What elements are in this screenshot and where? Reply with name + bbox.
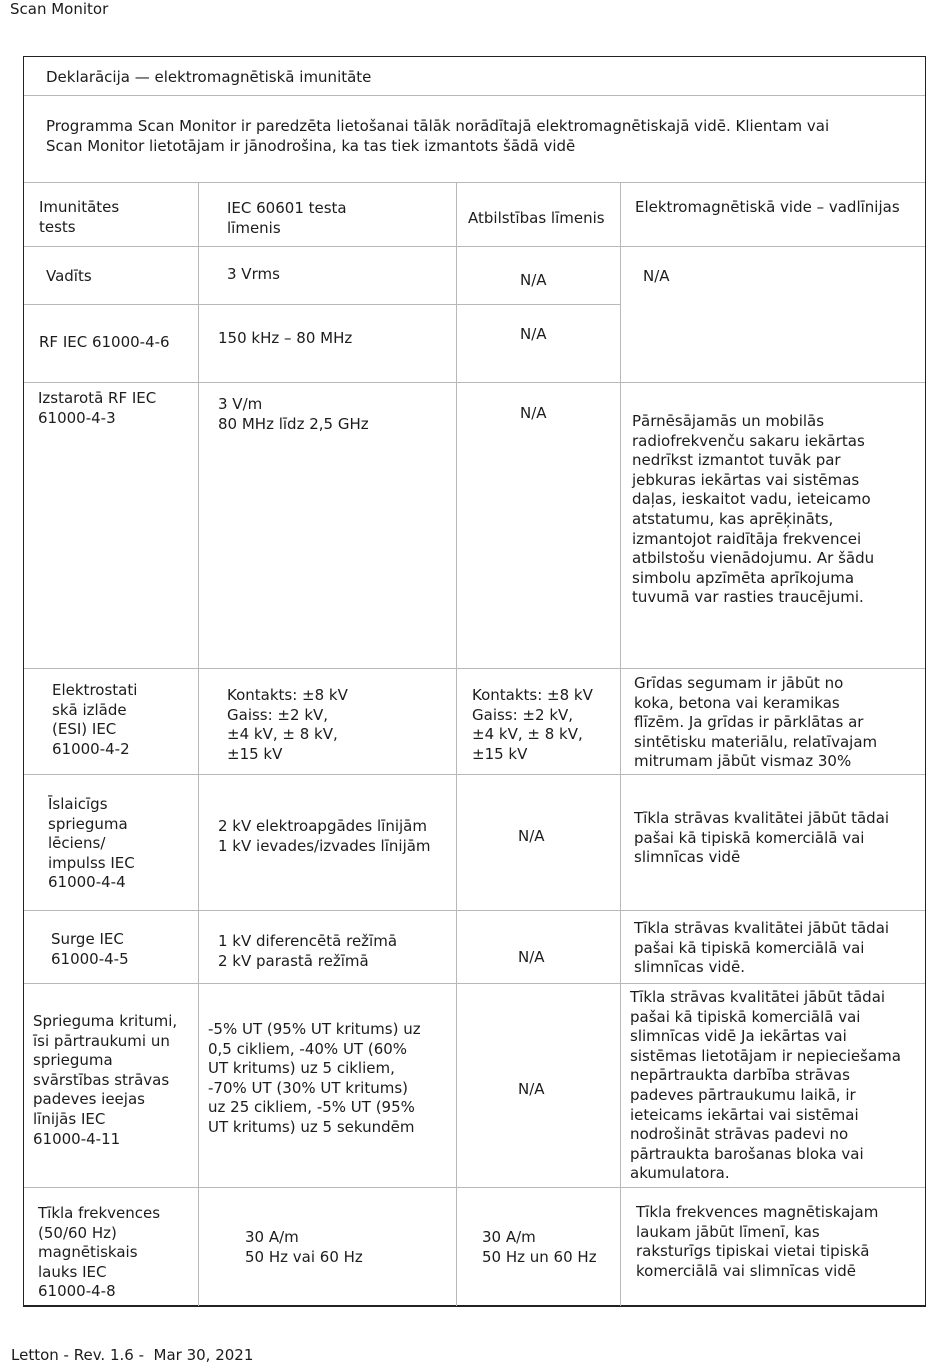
power-freq-test: Tīkla frekvences (50/60 Hz) magnētiskais lauks IEC 61000-4-8 [38, 1204, 161, 1301]
radiated-compliance: N/A [520, 404, 547, 422]
surge-compliance: N/A [518, 948, 545, 966]
column-divider-2 [456, 182, 457, 1306]
esd-compliance: Kontakts: ±8 kV Gaiss: ±2 kV, ±4 kV, ± 8 kV, ±15 kV [472, 686, 593, 763]
header-compliance-level: Atbilstības līmenis [468, 209, 605, 227]
intro-divider [24, 182, 925, 183]
header-immunity-test: Imunitātes tests [39, 198, 120, 236]
burst-compliance: N/A [518, 827, 545, 845]
header-guidance: Elektromagnētiskā vide – vadlīnijas [635, 198, 900, 216]
conducted-level: 3 Vrms [227, 265, 280, 283]
esd-test: Elektrostati skā izlāde (ESI) IEC 61000-4-2 [52, 681, 138, 758]
power-freq-compliance: 30 A/m 50 Hz un 60 Hz [482, 1228, 597, 1266]
esd-guidance: Grīdas segumam ir jābūt no koka, betona vai keramikas flīzēm. Ja grīdas ir pārklātas ar sintētisku materiālu, relatīvajam mitrumam jābūt vismaz 30% [634, 674, 878, 771]
dips-level: -5% UT (95% UT kritums) uz 0,5 cikliem, -40% UT (60% UT kritums) uz 5 cikliem, -70% UT (30% UT kritums) uz 25 cikliem, -5% UT (95% UT kritums) uz 5 sekundēm [208, 1020, 421, 1136]
conducted-rf-level: 150 kHz – 80 MHz [218, 329, 353, 347]
column-divider-3 [620, 182, 621, 1306]
conducted-compliance: N/A [520, 271, 547, 289]
conducted-guidance: N/A [643, 267, 670, 285]
dips-row-divider [24, 983, 925, 984]
header-iec-test-level: IEC 60601 testa līmenis [227, 199, 347, 237]
conducted-rf-compliance: N/A [520, 325, 547, 343]
app-title: Scan Monitor [10, 0, 109, 18]
power-freq-guidance: Tīkla frekvences magnētiskajam laukam jābūt līmenī, kas raksturīgs tipiskai vietai tipiskā komerciālā vai slimnīcas vidē [636, 1203, 879, 1280]
radiated-row-divider [24, 382, 925, 383]
dips-test: Sprieguma kritumi, īsi pārtraukumi un sprieguma svārstības strāvas padeves ieejas līnijās IEC 61000-4-11 [33, 1012, 178, 1148]
burst-guidance: Tīkla strāvas kvalitātei jābūt tādai pašai kā tipiskā komerciālā vai slimnīcas vidē [634, 809, 890, 867]
esd-level: Kontakts: ±8 kV Gaiss: ±2 kV, ±4 kV, ± 8 kV, ±15 kV [227, 686, 348, 763]
surge-row-divider [24, 910, 925, 911]
header-divider [24, 246, 925, 247]
table-title: Deklarācija — elektromagnētiskā imunitāte [46, 68, 372, 86]
power-freq-row-divider [24, 1187, 925, 1188]
dips-compliance: N/A [518, 1080, 545, 1098]
title-divider [24, 95, 925, 96]
conducted-test: Vadīts [46, 267, 92, 285]
surge-level: 1 kV diferencētā režīmā 2 kV parastā režīmā [218, 932, 398, 970]
dips-guidance: Tīkla strāvas kvalitātei jābūt tādai pašai kā tipiskā komerciālā vai slimnīcas vidē Ja iekārtas vai sistēmas lietotājam ir nepieciešama nepārtraukta darbība strāvas padeves pārtraukumu laikā, ir ieteicams iekārtai vai sistēmai nodrošināt strāvas padevi no pārtraukta barošanas bloka vai akumulatora. [630, 988, 901, 1183]
surge-test: Surge IEC 61000-4-5 [51, 930, 129, 968]
burst-level: 2 kV elektroapgādes līnijām 1 kV ievades/izvades līnijām [218, 817, 431, 855]
conducted-rf-test: RF IEC 61000-4-6 [39, 333, 170, 351]
radiated-guidance: Pārnēsājamās un mobilās radiofrekvenču sakaru iekārtas nedrīkst izmantot tuvāk par jebkuras iekārtas vai sistēmas daļas, ieskaitot vadu, ieteicamo atstatumu, kas aprēķināts, izmantojot raidītāja frekvencei atbilstošu vienādojumu. Ar šādu simbolu apzīmēta aprīkojuma tuvumā var rasties traucējumi. [632, 412, 875, 607]
radiated-test: Izstarotā RF IEC 61000-4-3 [38, 389, 157, 427]
esd-row-divider [24, 668, 925, 669]
burst-test: Īslaicīgs sprieguma lēciens/ impulss IEC 61000-4-4 [48, 795, 135, 892]
power-freq-level: 30 A/m 50 Hz vai 60 Hz [245, 1228, 363, 1266]
burst-row-divider [24, 774, 925, 775]
column-divider-1 [198, 182, 199, 1306]
intro-text: Programma Scan Monitor ir paredzēta lietošanai tālāk norādītajā elektromagnētiskajā vidē. Klientam vai Scan Monitor lietotājam ir jānodrošina, ka tas tiek izmantots šādā vidē [46, 117, 830, 155]
radiated-level: 3 V/m 80 MHz līdz 2,5 GHz [218, 395, 369, 433]
conducted-row-divider [24, 304, 620, 305]
surge-guidance: Tīkla strāvas kvalitātei jābūt tādai pašai kā tipiskā komerciālā vai slimnīcas vidē. [634, 919, 890, 977]
footer-revision: Letton - Rev. 1.6 - Mar 30, 2021 [11, 1346, 254, 1364]
